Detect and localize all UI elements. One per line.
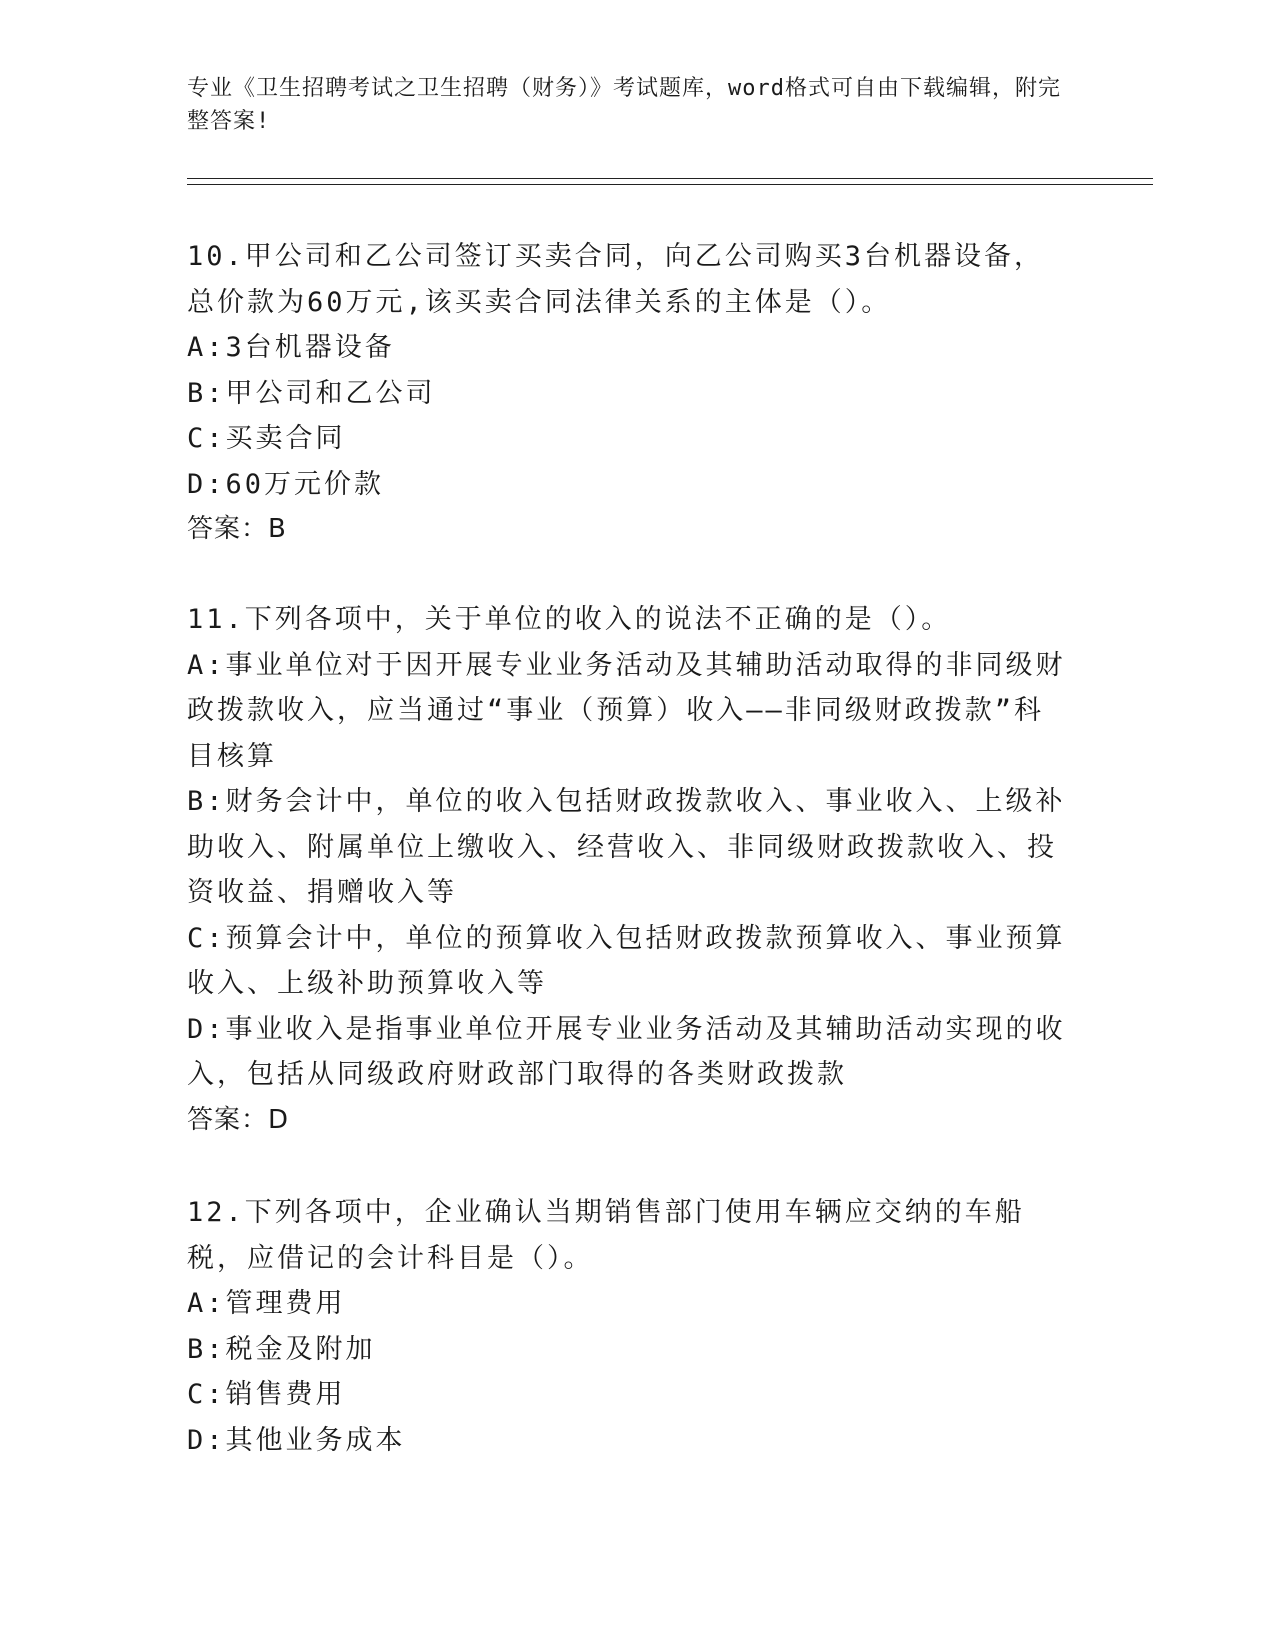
answer-label: 答案：D [187,1104,290,1135]
header-intro-text: 专业《卫生招聘考试之卫生招聘（财务）》考试题库，word格式可自由下载编辑，附完整答案! [187,76,1061,134]
option-b: B:税金及附加 [187,1333,376,1365]
option-c: C:预算会计中，单位的预算收入包括财政拨款预算收入、事业预算收入、上级补助预算收入等 [187,922,1066,999]
question-stem: 12.下列各项中，企业确认当期销售部门使用车辆应交纳的车船税，应借记的会计科目是（）。 [187,1197,1025,1274]
question-12 [187,1190,1067,1463]
option-a: A:管理费用 [187,1288,346,1319]
option-b: B:甲公司和乙公司 [187,377,436,409]
header-divider-top [187,178,1153,179]
option-c: C:买卖合同 [187,423,346,454]
option-c: C:销售费用 [187,1379,346,1410]
question-stem: 10.甲公司和乙公司签订买卖合同，向乙公司购买3台机器设备，总价款为60万元,该买卖合同法律关系的主体是（）。 [187,241,1045,318]
option-a: A:3台机器设备 [187,332,395,363]
answer-label: 答案：B [187,514,287,544]
option-d: D:60万元价款 [187,468,385,500]
question-10 [187,234,1067,553]
option-b: B:财务会计中，单位的收入包括财政拨款收入、事业收入、上级补助收入、附属单位上缴收入、经营收入、非同级财政拨款收入、投资收益、捐赠收入等 [187,786,1066,908]
document-header [187,72,1067,138]
question-11 [187,597,1067,1143]
question-stem: 11.下列各项中，关于单位的收入的说法不正确的是（）。 [187,604,952,635]
option-d: D:事业收入是指事业单位开展专业业务活动及其辅助活动实现的收入，包括从同级政府财政部门取得的各类财政拨款 [187,1013,1066,1090]
option-d: D:其他业务成本 [187,1424,406,1456]
header-divider-bottom [187,184,1153,185]
option-a: A:事业单位对于因开展专业业务活动及其辅助活动取得的非同级财政拨款收入，应当通过“事业（预算）收入——非同级财政拨款”科目核算 [187,649,1066,772]
